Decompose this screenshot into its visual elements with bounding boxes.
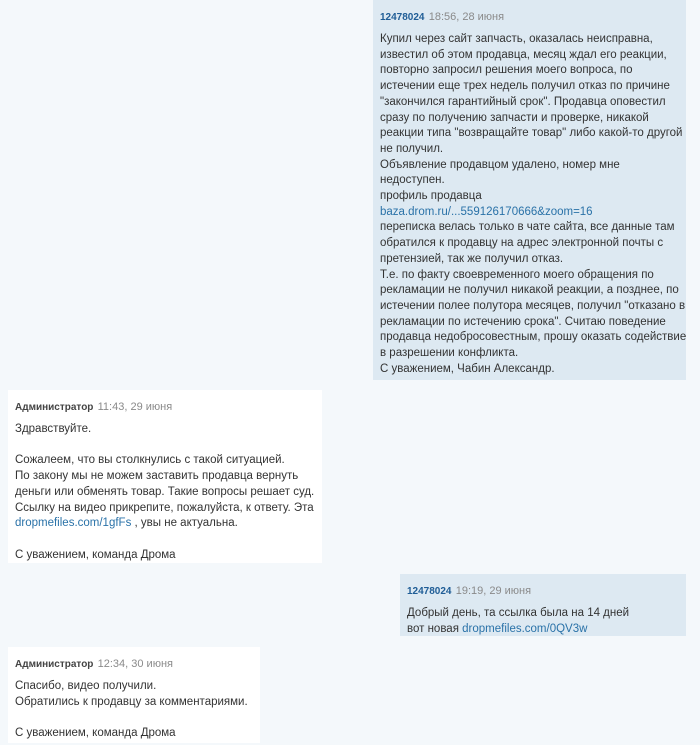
message-header bbox=[15, 657, 253, 672]
message-text: в разрешении конфликта. bbox=[380, 347, 519, 360]
message-line bbox=[380, 315, 679, 331]
message-line bbox=[15, 726, 253, 742]
message-text: , увы не актуальна. bbox=[131, 517, 238, 530]
message-text: С уважением, Чабин Александр. bbox=[380, 362, 555, 375]
message-text: профиль продавца bbox=[380, 190, 482, 203]
message-text: Купил через сайт запчасть, оказалась неисправна, bbox=[380, 33, 653, 45]
message-body bbox=[15, 422, 315, 563]
message-text: рекламации не получил никакой реакции, а позднее, по bbox=[380, 284, 679, 297]
message-line bbox=[380, 220, 679, 236]
message-line bbox=[380, 205, 679, 221]
message-text: Сожалеем, что вы столкнулись с такой ситуацией. bbox=[15, 454, 285, 467]
message-line bbox=[407, 622, 679, 638]
message-line bbox=[380, 236, 679, 252]
message-line bbox=[15, 548, 315, 564]
message-line bbox=[15, 469, 315, 485]
message-header bbox=[380, 10, 679, 25]
message-line bbox=[380, 79, 679, 95]
message-line bbox=[15, 501, 315, 517]
message-link[interactable]: baza.drom.ru/...559126170666&zoom=16 bbox=[380, 205, 593, 218]
message-header bbox=[15, 400, 315, 415]
message-body bbox=[15, 679, 253, 742]
message-line bbox=[380, 346, 679, 362]
message-text: вот новая bbox=[407, 622, 463, 635]
message-text: обратился к продавцу на адрес электронной почты с bbox=[380, 237, 664, 250]
message-line bbox=[380, 111, 679, 127]
message-text: Здравствуйте. bbox=[15, 423, 92, 435]
message-line bbox=[15, 516, 315, 532]
message-line bbox=[380, 362, 679, 378]
message-line bbox=[15, 438, 315, 454]
message-line bbox=[380, 252, 679, 268]
message-text: известил об этом продавца, месяц ждал его реакции, bbox=[380, 48, 667, 61]
message-admin-2 bbox=[8, 647, 260, 743]
message-text: продавца недобросовестным, прошу оказать содействие bbox=[380, 331, 687, 344]
message-line bbox=[15, 710, 253, 726]
message-text: Ссылку на видео прикрепите, пожалуйста, к ответу. Эта bbox=[15, 501, 314, 514]
message-line bbox=[380, 173, 679, 189]
message-line bbox=[15, 422, 315, 438]
message-line bbox=[380, 63, 679, 79]
message-line bbox=[380, 48, 679, 64]
message-text: Т.е. по факту своевременного моего обращения по bbox=[380, 268, 654, 281]
author-name: Администратор bbox=[15, 402, 94, 413]
author-name[interactable]: 12478024 bbox=[380, 12, 425, 23]
message-text: истечении полее полутора месяцев, получил "отказано в bbox=[380, 299, 686, 312]
message-text: реакции типа "возвращайте товар" либо какой-то другой bbox=[380, 127, 683, 140]
message-text: деньги или обменять товар. Такие вопросы решает суд. bbox=[15, 485, 315, 498]
message-line bbox=[15, 453, 315, 469]
message-body bbox=[380, 32, 687, 377]
message-line bbox=[15, 695, 253, 711]
message-line bbox=[15, 679, 253, 695]
message-line bbox=[380, 330, 687, 346]
message-text: "закончился гарантийный срок". Продавца оповестил bbox=[380, 95, 666, 108]
message-line bbox=[407, 606, 679, 622]
message-text: рекламации по истечению срока". Считаю поведение bbox=[380, 315, 666, 328]
message-admin-1 bbox=[8, 390, 322, 563]
author-name[interactable]: 12478024 bbox=[407, 586, 452, 597]
message-link[interactable]: dropmefiles.com/0QV3w bbox=[462, 622, 588, 635]
message-text: сразу по получению запчасти и проверке, никакой bbox=[380, 111, 649, 124]
message-line bbox=[380, 268, 679, 284]
message-text: По закону мы не можем заставить продавца вернуть bbox=[15, 470, 299, 483]
message-text: Спасибо, видео получили. bbox=[15, 680, 157, 692]
message-user-1 bbox=[373, 0, 686, 380]
message-line bbox=[380, 158, 679, 174]
message-line bbox=[380, 189, 679, 205]
message-user-2 bbox=[400, 574, 686, 636]
message-text: недоступен. bbox=[380, 174, 445, 187]
message-line bbox=[380, 95, 679, 111]
message-text: истечении еще трех недель получил отказ по причине bbox=[380, 80, 670, 93]
message-time: 18:56, 28 июня bbox=[428, 11, 505, 23]
message-line bbox=[380, 283, 679, 299]
message-line bbox=[15, 532, 315, 548]
message-text: переписка велась только в чате сайта, все данные там bbox=[380, 221, 675, 234]
message-text: Добрый день, та ссылка была на 14 дней bbox=[407, 607, 630, 619]
message-line bbox=[380, 142, 679, 158]
message-text: С уважением, команда Дрома bbox=[15, 548, 176, 561]
message-text: претензией, так же получил отказ. bbox=[380, 252, 564, 265]
message-text: Объявление продавцом удалено, номер мне bbox=[380, 158, 620, 171]
message-link[interactable]: dropmefiles.com/1gfFs bbox=[15, 517, 132, 530]
message-line bbox=[15, 485, 315, 501]
message-line bbox=[380, 299, 686, 315]
message-body bbox=[407, 606, 679, 637]
message-header bbox=[407, 584, 679, 599]
message-time: 19:19, 29 июня bbox=[455, 585, 532, 597]
message-text: Обратились к продавцу за комментариями. bbox=[15, 695, 248, 708]
message-line bbox=[380, 126, 683, 142]
author-name: Администратор bbox=[15, 659, 94, 670]
message-text: С уважением, команда Дрома bbox=[15, 727, 176, 740]
message-line bbox=[380, 32, 679, 48]
message-time: 12:34, 30 июня bbox=[97, 658, 173, 670]
message-text: повторно запросил решения моего вопроса, по bbox=[380, 64, 633, 77]
message-time: 11:43, 29 июня bbox=[97, 401, 173, 413]
message-text: не получил. bbox=[380, 142, 444, 155]
